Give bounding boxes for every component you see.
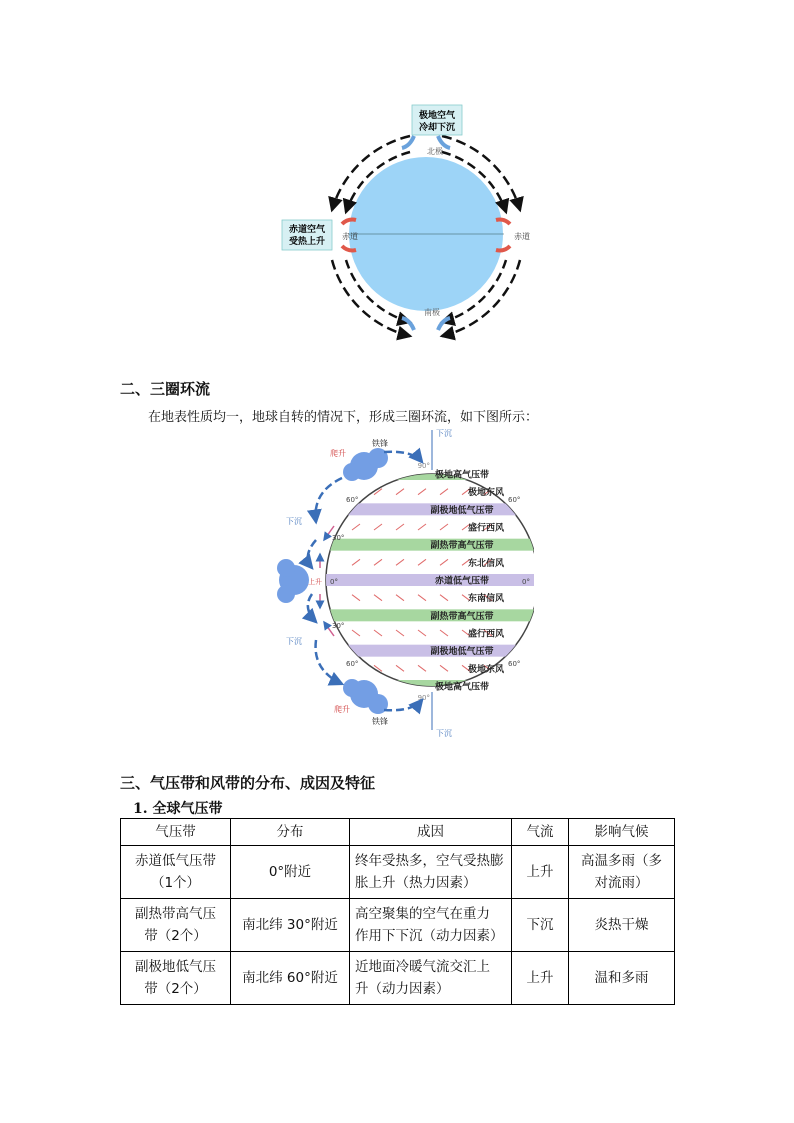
belt-label: 东南信风 [467, 594, 504, 605]
cloud-icon-top [343, 448, 388, 481]
lat-60-right: 60° [508, 496, 521, 504]
distribution-cell: 0°附近 [231, 846, 350, 899]
belt-line: 赤道低气压带 [135, 853, 216, 869]
table-row [121, 846, 675, 899]
belt-label: 极地东风 [467, 488, 504, 499]
belt-cell [121, 952, 231, 1005]
north-pole-label: 北极 [427, 147, 443, 156]
belt-label: 盛行西风 [467, 523, 504, 534]
single-cell-circulation-diagram [270, 100, 570, 355]
low-pressure-band [312, 574, 534, 586]
cause-cell [350, 952, 512, 1005]
climb-label-top: 爬升 [330, 449, 346, 458]
equator-air-line1: 赤道空气 [288, 225, 326, 235]
pressure-belt-table [120, 818, 675, 1005]
cause-cell [350, 899, 512, 952]
table-header-row [121, 819, 675, 846]
cause-line: 升（动力因素） [355, 981, 450, 997]
lat-90-top: 90° [417, 462, 430, 470]
airflow-cell: 上升 [512, 846, 569, 899]
cause-line: 胀上升（热力因素） [355, 875, 477, 891]
belt-cell [121, 899, 231, 952]
sinking-top-label: 下沉 [436, 429, 452, 438]
belt-label: 东北信风 [467, 558, 504, 569]
low-pressure-band [312, 645, 534, 657]
climate-cell [569, 846, 675, 899]
polar-air-line2: 冷却下沉 [418, 123, 456, 133]
airflow-cell: 下沉 [512, 899, 569, 952]
climate-line: 对流雨） [594, 875, 649, 891]
section2-heading: 二、三圈环流 [120, 380, 211, 398]
lat-0-left: 0° [330, 578, 338, 586]
belt-label: 极地东风 [467, 664, 504, 675]
table-row [121, 952, 675, 1005]
high-pressure-band [312, 609, 534, 621]
section3-heading: 三、气压带和风带的分布、成因及特征 [120, 774, 376, 792]
lat-0-right: 0° [522, 578, 530, 586]
climate-cell [569, 899, 675, 952]
airflow-cell: 上升 [512, 952, 569, 1005]
climate-cell [569, 952, 675, 1005]
lat-30-left-s: 30° [332, 622, 345, 630]
climate-line: 炎热干燥 [594, 917, 649, 933]
climate-line: 温和多雨 [594, 970, 649, 986]
belt-line: （1个） [150, 875, 201, 891]
lat-60-right-s: 60° [508, 660, 521, 668]
distribution-cell: 南北纬 30°附近 [231, 899, 350, 952]
equator-left-label: 赤道 [342, 232, 358, 241]
belt-label: 副热带高气压带 [430, 541, 494, 552]
cause-cell [350, 846, 512, 899]
front-label-bottom: 铁锋 [372, 717, 388, 726]
wind-arrow [352, 489, 360, 495]
belt-label: 副极地低气压带 [430, 647, 494, 658]
front-label-top: 铁锋 [372, 439, 388, 448]
distribution-cell: 南北纬 60°附近 [231, 952, 350, 1005]
lat-60-left-s: 60° [346, 660, 359, 668]
header-cell: 成因 [350, 819, 512, 846]
cloud-icon-middle [277, 559, 309, 603]
equator-right-label: 赤道 [514, 232, 530, 241]
table-row [121, 899, 675, 952]
belt-line: 带（2个） [144, 981, 207, 997]
header-cell: 气压带 [121, 819, 231, 846]
belt-label: 极地高气压带 [434, 470, 490, 481]
sinking-left-top: 下沉 [286, 517, 302, 526]
climate-line: 高温多雨（多 [581, 853, 662, 869]
belt-label: 极地高气压带 [434, 682, 490, 693]
belt-line: 带（2个） [144, 928, 207, 944]
section2-paragraph: 在地表性质均一，地球自转的情况下，形成三圈环流，如下图所示： [148, 410, 539, 425]
polar-air-line1: 极地空气 [418, 111, 456, 121]
belt-label: 赤道低气压带 [434, 576, 490, 587]
belt-line: 副极地低气压 [135, 959, 216, 975]
belt-label: 副极地低气压带 [430, 505, 494, 516]
header-cell: 气流 [512, 819, 569, 846]
belt-label: 盛行西风 [467, 629, 504, 640]
cause-line: 近地面冷暖气流交汇上 [355, 959, 490, 975]
equator-air-line2: 受热上升 [288, 237, 326, 247]
header-cell: 分布 [231, 819, 350, 846]
belt-label: 副热带高气压带 [430, 611, 494, 622]
high-pressure-band [312, 539, 534, 551]
rising-label-middle: 上升 [308, 578, 322, 586]
lat-90-bottom: 90° [417, 694, 430, 702]
three-cell-circulation-diagram [272, 422, 534, 742]
cause-line: 终年受热多，空气受热膨 [355, 853, 504, 869]
south-pole-label: 南极 [424, 308, 440, 317]
belt-cell [121, 846, 231, 899]
header-cell: 影响气候 [569, 819, 675, 846]
sinking-bottom-label: 下沉 [436, 729, 452, 738]
cause-line: 作用下下沉（动力因素） [355, 928, 504, 944]
climb-label-bottom: 爬升 [334, 705, 350, 714]
section3-subheading: 1. 全球气压带 [133, 801, 223, 817]
belt-line: 副热带高气压 [135, 906, 216, 922]
low-pressure-band [312, 503, 534, 515]
lat-60-left: 60° [346, 496, 359, 504]
cause-line: 高空聚集的空气在重力 [355, 906, 490, 922]
lat-30-left: 30° [332, 534, 345, 542]
sinking-left-bottom: 下沉 [286, 637, 302, 646]
